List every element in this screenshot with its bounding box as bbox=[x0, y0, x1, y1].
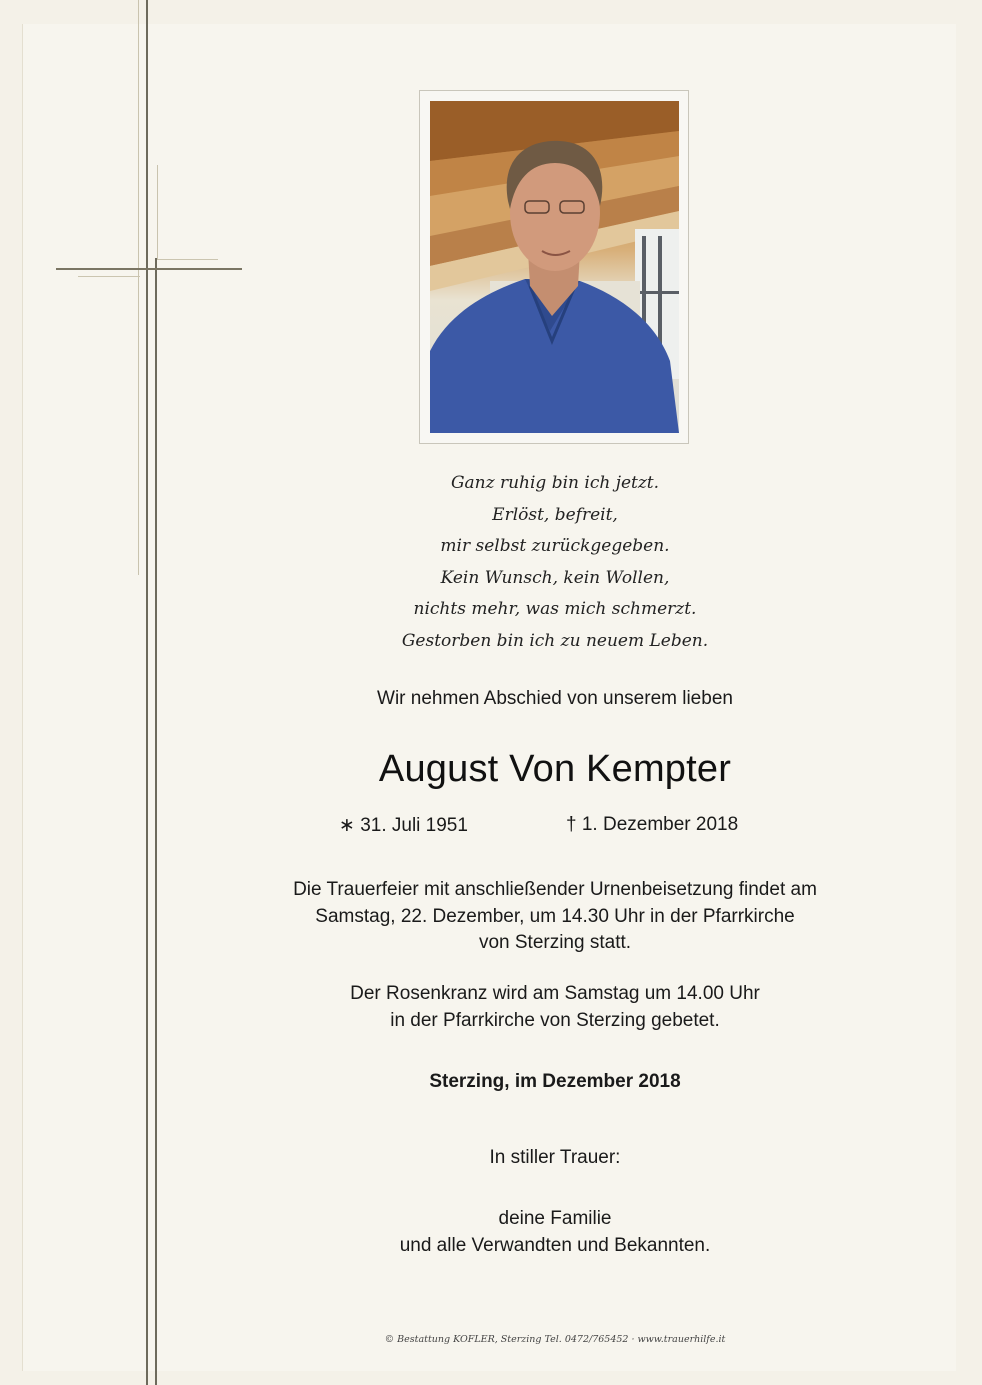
rosary-line: in der Pfarrkirche von Sterzing gebetet. bbox=[390, 1009, 720, 1031]
poem-line: mir selbst zurückgegeben. bbox=[440, 536, 670, 556]
funeral-line: Die Trauerfeier mit anschließender Urnenbeisetzung findet am bbox=[293, 879, 817, 900]
mourning-heading: In stiller Trauer: bbox=[489, 1147, 621, 1168]
mourners-line: und alle Verwandten und Bekannten. bbox=[399, 1234, 711, 1256]
funeral-line: von Sterzing statt. bbox=[478, 932, 632, 953]
portrait-frame bbox=[419, 90, 689, 444]
rosary-info bbox=[200, 981, 910, 1034]
funeral-home-footer: © Bestattung KOFLER, Sterzing Tel. 0472/765452 · www.trauerhilfe.it bbox=[384, 1334, 726, 1345]
birth-date: ∗ 31. Juli 1951 bbox=[339, 815, 468, 836]
rosary-line: Der Rosenkranz wird am Samstag um 14.00 Uhr bbox=[350, 983, 760, 1004]
poem-line: Gestorben bin ich zu neuem Leben. bbox=[401, 630, 709, 651]
mourners bbox=[200, 1206, 910, 1259]
farewell-intro: Wir nehmen Abschied von unserem lieben bbox=[377, 688, 733, 709]
poem-line: Ganz ruhig bin ich jetzt. bbox=[450, 473, 660, 493]
portrait-photo bbox=[430, 101, 679, 433]
funeral-info bbox=[200, 877, 910, 957]
poem-line: Erlöst, befreit, bbox=[492, 504, 618, 525]
deceased-name: August Von Kempter bbox=[378, 748, 732, 790]
mourners-line: deine Familie bbox=[498, 1208, 612, 1229]
funeral-line: Samstag, 22. Dezember, um 14.30 Uhr in der Pfarrkirche bbox=[315, 905, 795, 927]
death-date: † 1. Dezember 2018 bbox=[566, 814, 739, 835]
place-date: Sterzing, im Dezember 2018 bbox=[429, 1071, 681, 1092]
poem bbox=[300, 468, 810, 657]
poem-line: Kein Wunsch, kein Wollen, bbox=[440, 567, 670, 588]
poem-line: nichts mehr, was mich schmerzt. bbox=[413, 599, 697, 619]
